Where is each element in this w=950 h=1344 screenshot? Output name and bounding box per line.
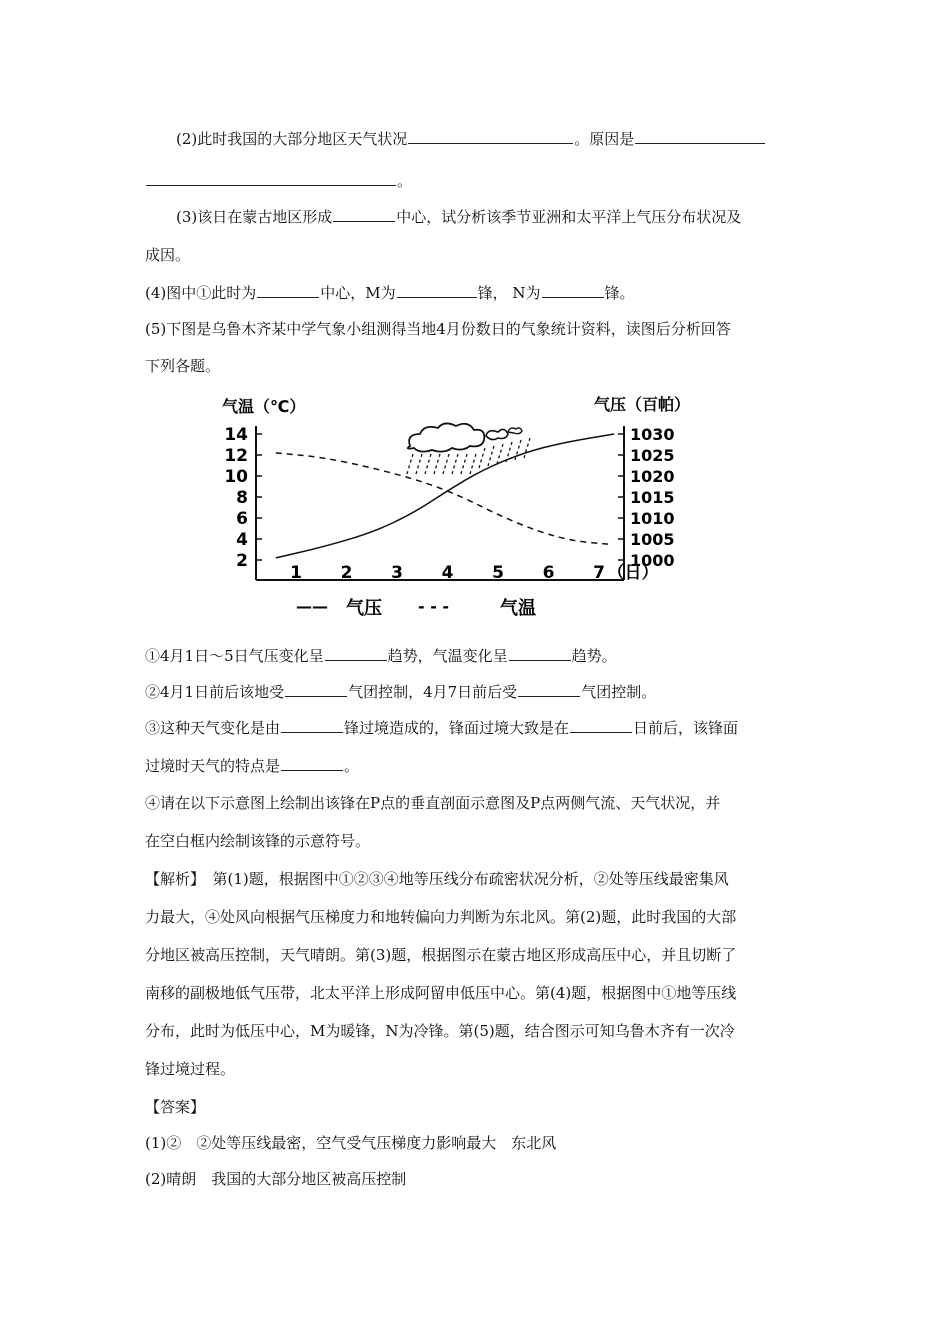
left-tick-label: 8 — [236, 488, 248, 508]
x-unit-label: （日） — [607, 563, 659, 583]
series-line-pressure — [276, 434, 614, 558]
analysis-line: 【解析】 第(1)题，根据图中①②③④地等压线分布疏密状况分析，②处等压线最密集风 — [145, 870, 729, 888]
answer-blank[interactable] — [635, 129, 765, 144]
answer-blank[interactable] — [257, 283, 319, 298]
legend-label-pressure: 气压 — [346, 598, 382, 619]
sub-question-4-line-2: 在空白框内绘制该锋的示意符号。 — [145, 832, 371, 850]
left-tick-label: 10 — [224, 467, 248, 487]
left-tick-label: 6 — [236, 509, 248, 529]
q4-text-a: (4)图中①此时为 — [145, 284, 257, 302]
q2-text-a: (2)此时我国的大部分地区天气状况 — [176, 130, 408, 148]
sub-question-3-line-2 — [145, 755, 805, 776]
sub-question-4: ④请在以下示意图上绘制出该锋在P点的垂直剖面示意图及P点两侧气流、天气状况，并 — [145, 794, 721, 812]
s1-text-b: 趋势，气温变化呈 — [387, 647, 508, 665]
analysis-line: 分地区被高压控制，天气晴朗。第(3)题，根据图示在蒙古地区形成高压中心，并且切断了 — [145, 946, 737, 964]
answer-blank[interactable] — [325, 646, 387, 661]
s2-text-b: 气团控制，4月7日前后受 — [348, 683, 518, 701]
s1-text-c: 趋势。 — [571, 647, 617, 665]
answer-line: (1)② ②处等压线最密，空气受气压梯度力影响最大 东北风 — [145, 1134, 557, 1152]
x-tick-label: 6 — [542, 563, 555, 583]
chart-svg — [200, 388, 740, 620]
question-5-line-2: 下列各题。 — [145, 357, 221, 375]
left-tick-label: 2 — [236, 551, 248, 571]
right-axis-title: 气压（百帕） — [594, 395, 691, 414]
q3-text-b: 中心，试分析该季节亚洲和太平洋上气压分布状况及 — [396, 208, 742, 226]
chart-axes — [222, 395, 690, 619]
rain-cloud-icon — [407, 423, 530, 474]
q4-text-d: 锋。 — [604, 284, 635, 302]
s2-text-a: ②4月1日前后该地受 — [145, 683, 285, 701]
answer-blank[interactable] — [542, 283, 604, 298]
right-tick-label: 1010 — [630, 509, 675, 528]
q2-text-c: 。 — [397, 172, 413, 190]
s3-text-c: 日前后，该锋面 — [633, 719, 739, 737]
question-2-line-2 — [145, 170, 805, 191]
answer-blank[interactable] — [281, 718, 343, 733]
left-tick-label: 14 — [224, 425, 248, 445]
s2-text-c: 气团控制。 — [581, 683, 657, 701]
question-5-line: (5)下图是乌鲁木齐某中学气象小组测得当地4月份数日的气象统计资料，读图后分析回答 — [145, 320, 731, 338]
answer-blank[interactable] — [333, 207, 395, 222]
weather-chart — [200, 388, 740, 620]
x-tick-label: 3 — [391, 563, 403, 583]
answer-blank[interactable] — [146, 171, 396, 186]
question-4-line — [145, 282, 805, 303]
q3-text-c: 成因。 — [145, 246, 191, 264]
s3-text-e: 。 — [344, 757, 360, 775]
q4-text-c: 锋， N为 — [477, 284, 541, 302]
sub-question-2 — [145, 681, 805, 702]
sub-question-3 — [145, 717, 805, 738]
left-tick-label: 12 — [224, 446, 248, 466]
s3-text-d: 过境时天气的特点是 — [145, 757, 281, 775]
analysis-line: 锋过境过程。 — [145, 1060, 236, 1078]
question-2-line — [176, 128, 805, 149]
right-tick-label: 1005 — [630, 530, 675, 549]
analysis-line: 力最大，④处风向根据气压梯度力和地转偏向力判断为东北风。第(2)题，此时我国的大部 — [145, 908, 737, 926]
legend-symbol-temperature: - - - — [418, 597, 450, 616]
answer-blank[interactable] — [397, 283, 477, 298]
answer-blank[interactable] — [285, 682, 347, 697]
chart-marks — [276, 434, 614, 558]
legend-symbol-pressure: —— — [296, 597, 328, 616]
answer-heading: 【答案】 — [145, 1098, 206, 1116]
left-tick-label: 4 — [236, 530, 248, 550]
q3-text-a: (3)该日在蒙古地区形成 — [176, 208, 333, 226]
q4-text-b: 中心，M为 — [320, 284, 396, 302]
question-3-line-2 — [145, 244, 805, 265]
analysis-line: 分布，此时为低压中心，M为暖锋，N为冷锋。第(5)题，结合图示可知乌鲁木齐有一次冷 — [145, 1022, 735, 1040]
answer-blank[interactable] — [509, 646, 571, 661]
legend-label-temperature: 气温 — [500, 598, 536, 619]
left-axis-title: 气温（℃） — [222, 397, 306, 416]
answer-blank[interactable] — [408, 129, 573, 144]
x-tick-label: 5 — [492, 563, 504, 583]
right-tick-label: 1030 — [630, 425, 675, 444]
right-tick-label: 1025 — [630, 446, 675, 465]
q2-text-b: 。原因是 — [574, 130, 635, 148]
right-tick-label: 1020 — [630, 467, 675, 486]
x-tick-label: 4 — [441, 563, 454, 583]
s3-text-a: ③这种天气变化是由 — [145, 719, 281, 737]
right-tick-label: 1015 — [630, 488, 675, 507]
x-tick-label: 7 — [593, 563, 605, 583]
answer-blank[interactable] — [281, 756, 343, 771]
right-tick-label: 1000 — [630, 551, 675, 570]
answer-blank[interactable] — [570, 718, 632, 733]
x-tick-label: 1 — [290, 563, 302, 583]
question-3-line — [176, 206, 805, 227]
analysis-line: 南移的副极地低气压带，北太平洋上形成阿留申低压中心。第(4)题，根据图中①地等压线 — [145, 984, 737, 1002]
answer-blank[interactable] — [518, 682, 580, 697]
series-line-temperature — [276, 453, 609, 544]
s1-text-a: ①4月1日～5日气压变化呈 — [145, 647, 324, 665]
x-tick-label: 2 — [340, 563, 353, 583]
sub-question-1 — [145, 645, 805, 666]
s3-text-b: 锋过境造成的，锋面过境大致是在 — [344, 719, 570, 737]
answer-line: (2)晴朗 我国的大部分地区被高压控制 — [145, 1170, 407, 1188]
